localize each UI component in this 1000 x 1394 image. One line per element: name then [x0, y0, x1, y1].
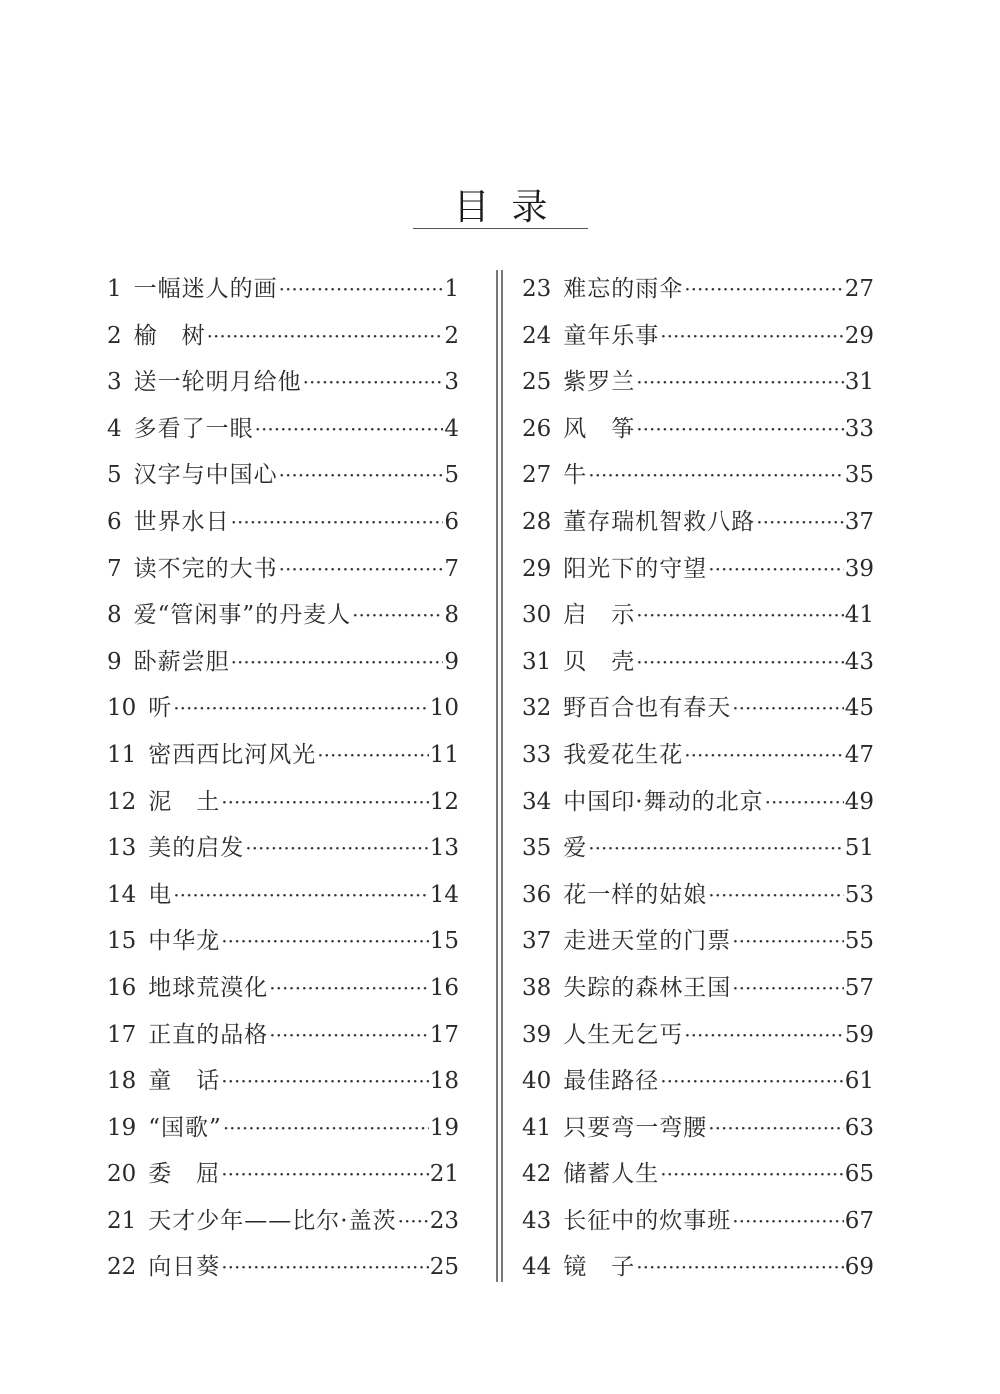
- entry-number: 31: [522, 648, 552, 675]
- dot-leader: [732, 685, 843, 732]
- dot-leader: [221, 918, 428, 965]
- toc-entry[interactable]: [522, 685, 874, 732]
- entry-title: 启 示: [563, 602, 636, 629]
- toc-entry[interactable]: [522, 825, 874, 872]
- toc-entry[interactable]: [522, 779, 874, 826]
- entry-page-number: 33: [844, 415, 874, 442]
- dot-leader: [660, 1151, 843, 1198]
- entry-title: 一幅迷人的画: [133, 276, 278, 302]
- dot-leader: [588, 825, 843, 872]
- entry-page-number: 55: [844, 928, 874, 955]
- title-underline: [413, 228, 588, 229]
- dot-leader: [732, 918, 843, 965]
- toc-entry[interactable]: [107, 406, 459, 453]
- dot-leader: [279, 452, 444, 499]
- toc-entry[interactable]: [522, 546, 874, 593]
- entry-page-number: 6: [444, 508, 459, 535]
- dot-leader: [279, 546, 444, 593]
- entry-page-number: 3: [444, 369, 459, 396]
- dot-leader: [756, 499, 843, 546]
- entry-number: 43: [522, 1207, 552, 1234]
- dot-leader: [269, 1012, 428, 1059]
- toc-entry[interactable]: [107, 1198, 459, 1245]
- entry-title: 泥 土: [148, 788, 221, 815]
- dot-leader: [173, 872, 428, 919]
- entry-title: 委 屈: [148, 1161, 221, 1188]
- entry-title: 童年乐事: [563, 322, 660, 349]
- toc-entry[interactable]: [107, 1105, 459, 1152]
- entry-number: 4: [107, 415, 122, 442]
- entry-page-number: 29: [844, 322, 874, 349]
- entry-page-number: 41: [844, 602, 874, 629]
- toc-entry[interactable]: [522, 313, 874, 360]
- entry-title: 花一样的姑娘: [563, 881, 708, 908]
- toc-entry[interactable]: [522, 266, 874, 313]
- entry-number: 23: [522, 276, 552, 302]
- entry-page-number: 63: [844, 1114, 874, 1141]
- entry-title: 野百合也有春天: [563, 695, 732, 722]
- entry-page-number: 17: [429, 1021, 459, 1048]
- dot-leader: [398, 1198, 429, 1245]
- entry-number: 3: [107, 369, 122, 396]
- entry-title: 只要弯一弯腰: [563, 1114, 708, 1141]
- toc-entry[interactable]: [107, 1151, 459, 1198]
- dot-leader: [636, 592, 843, 639]
- entry-title: 童 话: [148, 1068, 221, 1095]
- entry-number: 18: [107, 1068, 137, 1095]
- entry-page-number: 15: [429, 928, 459, 955]
- entry-page-number: 65: [844, 1161, 874, 1188]
- dot-leader: [279, 266, 444, 313]
- entry-number: 11: [107, 741, 137, 768]
- entry-title: 董存瑞机智救八路: [563, 508, 756, 535]
- entry-number: 26: [522, 415, 552, 442]
- entry-page-number: 31: [844, 369, 874, 396]
- entry-page-number: 19: [429, 1114, 459, 1141]
- toc-column-left: [107, 266, 459, 1291]
- entry-title: 失踪的森林王国: [563, 974, 732, 1001]
- entry-title: 中华龙: [148, 928, 221, 955]
- dot-leader: [708, 872, 843, 919]
- dot-leader: [231, 499, 444, 546]
- entry-number: 12: [107, 788, 137, 815]
- entry-page-number: 45: [844, 695, 874, 722]
- toc-entry[interactable]: [107, 452, 459, 499]
- page-title: 目录: [453, 187, 570, 228]
- entry-number: 16: [107, 974, 137, 1001]
- entry-title: 送一轮明月给他: [133, 369, 302, 396]
- toc-entry[interactable]: [522, 1058, 874, 1105]
- entry-title: 储蓄人生: [563, 1161, 660, 1188]
- entry-title: 正直的品格: [148, 1021, 269, 1048]
- entry-number: 35: [522, 835, 552, 862]
- entry-page-number: 11: [429, 741, 459, 768]
- entry-title: 贝 壳: [563, 648, 636, 675]
- dot-leader: [317, 732, 428, 779]
- dot-leader: [708, 546, 843, 593]
- dot-leader: [732, 1198, 843, 1245]
- entry-title: 电: [148, 881, 173, 908]
- entry-page-number: 14: [429, 881, 459, 908]
- entry-title: 爱: [563, 835, 588, 862]
- entry-title: 多看了一眼: [133, 415, 254, 442]
- entry-title: 镜 子: [563, 1254, 636, 1281]
- entry-number: 24: [522, 322, 552, 349]
- dot-leader: [765, 779, 844, 826]
- entry-title: 牛: [563, 462, 588, 489]
- entry-page-number: 59: [844, 1021, 874, 1048]
- entry-title: 读不完的大书: [133, 555, 278, 582]
- entry-title: 地球荒漠化: [148, 974, 269, 1001]
- toc-entry[interactable]: [107, 1058, 459, 1105]
- dot-leader: [221, 1058, 428, 1105]
- entry-title: 榆 树: [133, 322, 206, 349]
- entry-number: 8: [107, 602, 122, 629]
- entry-title: 世界水日: [133, 508, 230, 535]
- entry-number: 9: [107, 648, 122, 675]
- entry-title: 最佳路径: [563, 1068, 660, 1095]
- entry-number: 36: [522, 881, 552, 908]
- entry-page-number: 9: [444, 648, 459, 675]
- dot-leader: [732, 965, 843, 1012]
- entry-page-number: 4: [444, 415, 459, 442]
- entry-page-number: 67: [844, 1207, 874, 1234]
- toc-entry[interactable]: [107, 685, 459, 732]
- entry-number: 20: [107, 1161, 137, 1188]
- entry-page-number: 21: [429, 1161, 459, 1188]
- entry-page-number: 49: [844, 788, 874, 815]
- toc-entry[interactable]: [522, 1105, 874, 1152]
- entry-number: 22: [107, 1254, 137, 1281]
- dot-leader: [684, 732, 843, 779]
- dot-leader: [255, 406, 444, 453]
- entry-number: 34: [522, 788, 552, 815]
- entry-number: 32: [522, 695, 552, 722]
- dot-leader: [223, 1105, 429, 1152]
- entry-number: 40: [522, 1068, 552, 1095]
- entry-page-number: 13: [429, 835, 459, 862]
- entry-number: 1: [107, 276, 122, 302]
- entry-title: 听: [148, 695, 173, 722]
- dot-leader: [684, 266, 843, 313]
- dot-leader: [221, 1244, 428, 1291]
- entry-page-number: 39: [844, 555, 874, 582]
- toc-entry[interactable]: [522, 732, 874, 779]
- dot-leader: [269, 965, 428, 1012]
- entry-number: 37: [522, 928, 552, 955]
- dot-leader: [173, 685, 428, 732]
- entry-page-number: 25: [429, 1254, 459, 1281]
- toc-heading: [413, 188, 588, 228]
- entry-title: 紫罗兰: [563, 369, 636, 396]
- entry-title: 密西西比河风光: [148, 741, 317, 768]
- entry-page-number: 8: [444, 602, 459, 629]
- entry-page-number: 16: [429, 974, 459, 1001]
- entry-title: 我爱花生花: [563, 741, 684, 768]
- entry-title: 美的启发: [148, 835, 245, 862]
- dot-leader: [588, 452, 843, 499]
- dot-leader: [636, 406, 843, 453]
- dot-leader: [207, 313, 444, 360]
- entry-title: 汉字与中国心: [133, 462, 278, 489]
- toc-entry[interactable]: [107, 779, 459, 826]
- entry-page-number: 23: [429, 1207, 459, 1234]
- entry-title: “国歌”: [148, 1114, 222, 1141]
- toc-entry[interactable]: [107, 1244, 459, 1291]
- entry-number: 41: [522, 1114, 552, 1141]
- entry-title: 卧薪尝胆: [133, 648, 230, 675]
- toc-column-right: [522, 266, 874, 1291]
- entry-page-number: 5: [444, 462, 459, 489]
- dot-leader: [660, 313, 843, 360]
- toc-entry[interactable]: [522, 639, 874, 686]
- entry-number: 15: [107, 928, 137, 955]
- entry-number: 2: [107, 322, 122, 349]
- toc-entry[interactable]: [107, 313, 459, 360]
- entry-number: 7: [107, 555, 122, 582]
- toc-entry[interactable]: [522, 499, 874, 546]
- entry-page-number: 61: [844, 1068, 874, 1095]
- entry-title: 走进天堂的门票: [563, 928, 732, 955]
- toc-entry[interactable]: [522, 872, 874, 919]
- entry-number: 25: [522, 369, 552, 396]
- toc-entry[interactable]: [107, 359, 459, 406]
- entry-number: 39: [522, 1021, 552, 1048]
- entry-number: 19: [107, 1114, 137, 1141]
- dot-leader: [352, 592, 443, 639]
- entry-page-number: 53: [844, 881, 874, 908]
- toc-entry[interactable]: [107, 592, 459, 639]
- toc-entry[interactable]: [522, 359, 874, 406]
- entry-page-number: 12: [429, 788, 459, 815]
- toc-entry[interactable]: [522, 452, 874, 499]
- entry-title: 长征中的炊事班: [563, 1207, 732, 1234]
- toc-entry[interactable]: [522, 406, 874, 453]
- entry-page-number: 35: [844, 462, 874, 489]
- toc-entry[interactable]: [107, 1012, 459, 1059]
- dot-leader: [245, 825, 428, 872]
- entry-number: 38: [522, 974, 552, 1001]
- toc-entry[interactable]: [522, 1244, 874, 1291]
- dot-leader: [303, 359, 444, 406]
- toc-entry[interactable]: [107, 825, 459, 872]
- entry-number: 28: [522, 508, 552, 535]
- column-divider: [496, 270, 503, 1282]
- entry-number: 6: [107, 508, 122, 535]
- dot-leader: [708, 1105, 843, 1152]
- entry-number: 30: [522, 602, 552, 629]
- entry-title: 向日葵: [148, 1254, 221, 1281]
- entry-page-number: 10: [429, 695, 459, 722]
- entry-title: 中国印·舞动的北京: [563, 788, 764, 815]
- entry-title: 阳光下的守望: [563, 555, 708, 582]
- toc-entry[interactable]: [107, 872, 459, 919]
- entry-page-number: 1: [444, 276, 459, 302]
- toc-entry[interactable]: [522, 965, 874, 1012]
- dot-leader: [636, 1244, 843, 1291]
- entry-title: 风 筝: [563, 415, 636, 442]
- entry-number: 5: [107, 462, 122, 489]
- entry-page-number: 69: [844, 1254, 874, 1281]
- entry-title: 人生无乞丐: [563, 1021, 684, 1048]
- entry-number: 29: [522, 555, 552, 582]
- entry-number: 21: [107, 1207, 137, 1234]
- toc-entry[interactable]: [107, 639, 459, 686]
- entry-page-number: 7: [444, 555, 459, 582]
- dot-leader: [636, 639, 843, 686]
- entry-number: 17: [107, 1021, 137, 1048]
- entry-title: 爱“管闲事”的丹麦人: [133, 602, 352, 629]
- toc-entry[interactable]: [107, 918, 459, 965]
- toc-entry[interactable]: [522, 1012, 874, 1059]
- dot-leader: [221, 779, 428, 826]
- toc-entry[interactable]: [107, 499, 459, 546]
- toc-entry[interactable]: [107, 965, 459, 1012]
- entry-page-number: 43: [844, 648, 874, 675]
- entry-page-number: 57: [844, 974, 874, 1001]
- dot-leader: [636, 359, 843, 406]
- toc-entry[interactable]: [107, 732, 459, 779]
- toc-entry[interactable]: [522, 1198, 874, 1245]
- dot-leader: [221, 1151, 428, 1198]
- entry-title: 难忘的雨伞: [563, 276, 684, 302]
- entry-title: 天才少年——比尔·盖茨: [148, 1207, 397, 1234]
- entry-number: 10: [107, 695, 137, 722]
- entry-number: 27: [522, 462, 552, 489]
- entry-page-number: 47: [844, 741, 874, 768]
- dot-leader: [660, 1058, 843, 1105]
- entry-number: 44: [522, 1254, 552, 1281]
- entry-page-number: 37: [844, 508, 874, 535]
- toc-entry[interactable]: [107, 546, 459, 593]
- dot-leader: [684, 1012, 843, 1059]
- entry-page-number: 27: [844, 276, 874, 302]
- entry-number: 14: [107, 881, 137, 908]
- dot-leader: [231, 639, 444, 686]
- entry-number: 33: [522, 741, 552, 768]
- toc-entry[interactable]: [522, 918, 874, 965]
- entry-number: 13: [107, 835, 137, 862]
- toc-entry[interactable]: [522, 1151, 874, 1198]
- entry-page-number: 18: [429, 1068, 459, 1095]
- entry-page-number: 51: [844, 835, 874, 862]
- toc-entry[interactable]: [107, 266, 459, 313]
- entry-number: 42: [522, 1161, 552, 1188]
- entry-page-number: 2: [444, 322, 459, 349]
- toc-entry[interactable]: [522, 592, 874, 639]
